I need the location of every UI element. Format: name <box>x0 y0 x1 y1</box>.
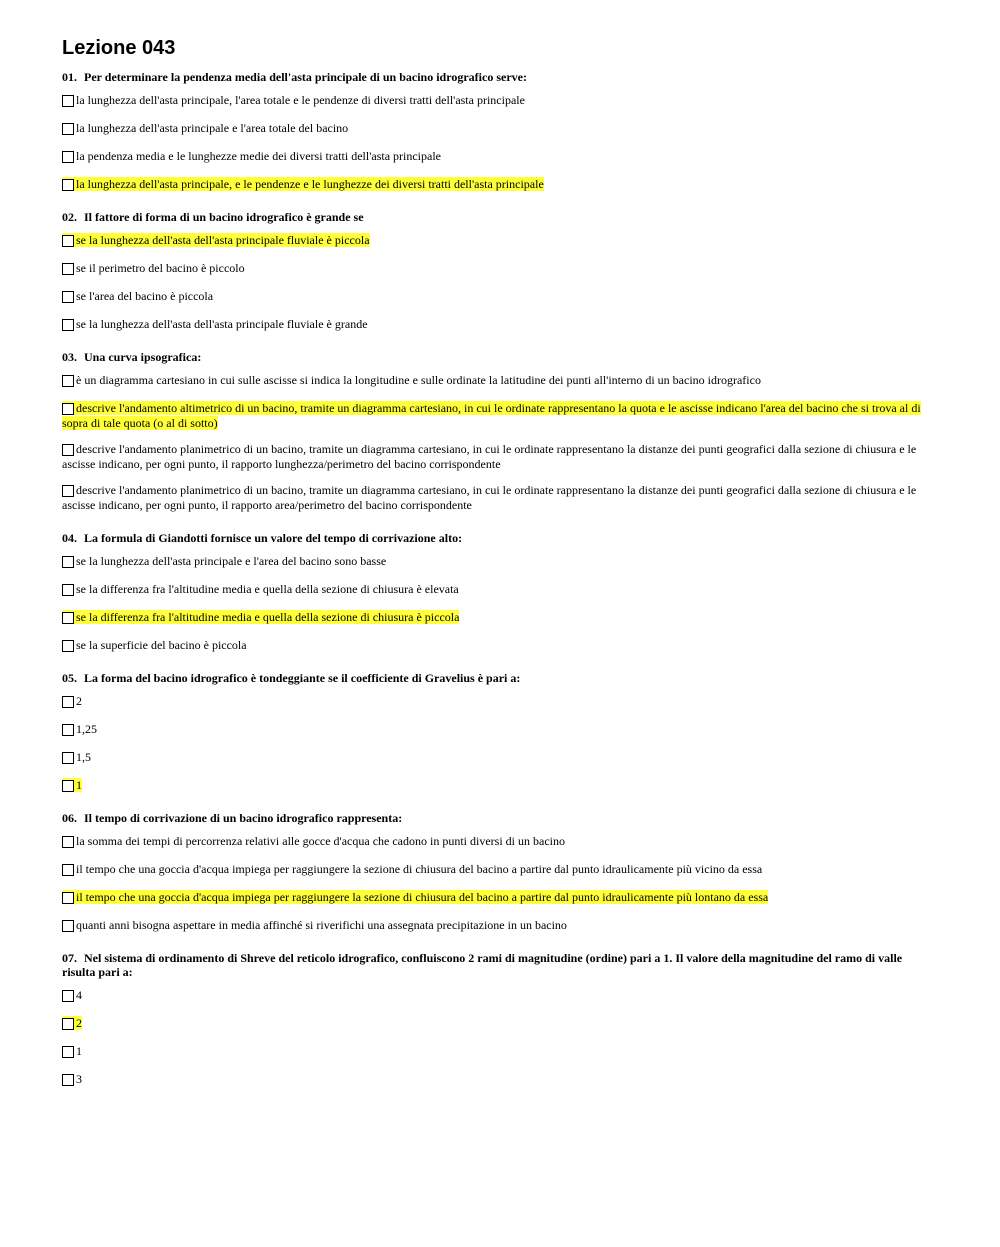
answer-option-content <box>62 750 91 764</box>
question-text <box>62 531 938 545</box>
answer-label: se la lunghezza dell'asta dell'asta principale fluviale è grande <box>76 317 368 331</box>
question-block <box>62 350 938 513</box>
answer-label: se l'area del bacino è piccola <box>76 289 214 303</box>
answer-checkbox[interactable] <box>62 403 74 415</box>
question-number: 03. <box>62 350 77 364</box>
answer-label: 1,5 <box>76 750 91 764</box>
answer-option <box>62 149 938 164</box>
question-label: Per determinare la pendenza media dell'asta principale di un bacino idrografico serve: <box>84 70 527 84</box>
question-block <box>62 811 938 933</box>
answer-option-content <box>62 93 525 107</box>
answer-label: la lunghezza dell'asta principale e l'area totale del bacino <box>76 121 349 135</box>
answer-checkbox[interactable] <box>62 892 74 904</box>
question-block <box>62 70 938 192</box>
answer-label: 1 <box>76 1044 82 1058</box>
question-text <box>62 811 938 825</box>
question-number: 04. <box>62 531 77 545</box>
answer-checkbox[interactable] <box>62 780 74 792</box>
answer-label: la lunghezza dell'asta principale, l'area totale e le pendenze di diversi tratti dell'asta principale <box>76 93 525 107</box>
answer-label: la pendenza media e le lunghezze medie dei diversi tratti dell'asta principale <box>76 149 441 163</box>
answer-option <box>62 1016 938 1031</box>
answer-label: 2 <box>76 694 82 708</box>
question-block <box>62 531 938 653</box>
answer-checkbox[interactable] <box>62 319 74 331</box>
answer-checkbox[interactable] <box>62 556 74 568</box>
question-text <box>62 350 938 364</box>
question-label: La formula di Giandotti fornisce un valore del tempo di corrivazione alto: <box>84 531 463 545</box>
answer-option <box>62 401 938 431</box>
question-number: 02. <box>62 210 77 224</box>
answer-option <box>62 373 938 388</box>
answer-label: se la differenza fra l'altitudine media e quella della sezione di chiusura è elevata <box>76 582 459 596</box>
answer-label: se la differenza fra l'altitudine media e quella della sezione di chiusura è piccola <box>76 610 460 624</box>
answer-checkbox[interactable] <box>62 696 74 708</box>
answer-option <box>62 918 938 933</box>
question-block <box>62 210 938 332</box>
answer-label: se la lunghezza dell'asta principale e l'area del bacino sono basse <box>76 554 387 568</box>
answer-option-highlighted <box>62 401 921 430</box>
answer-label: è un diagramma cartesiano in cui sulle ascisse si indica la longitudine e sulle ordinate la latitudine dei punti all'interno di un bacino idrografico <box>76 373 761 387</box>
answer-option <box>62 582 938 597</box>
answer-label: se il perimetro del bacino è piccolo <box>76 261 245 275</box>
answer-label: la lunghezza dell'asta principale, e le pendenze e le lunghezze dei diversi tratti dell'asta principale <box>76 177 544 191</box>
answer-option-content <box>62 261 245 275</box>
answer-option-content <box>62 1044 82 1058</box>
answer-checkbox[interactable] <box>62 584 74 596</box>
answer-option-highlighted <box>62 233 370 247</box>
answer-option <box>62 554 938 569</box>
answer-checkbox[interactable] <box>62 1018 74 1030</box>
answer-checkbox[interactable] <box>62 724 74 736</box>
answer-label: 1 <box>76 778 82 792</box>
answer-checkbox[interactable] <box>62 640 74 652</box>
answer-option <box>62 834 938 849</box>
question-label: Una curva ipsografica: <box>84 350 202 364</box>
answer-option <box>62 722 938 737</box>
answer-checkbox[interactable] <box>62 485 74 497</box>
question-label: Il tempo di corrivazione di un bacino idrografico rappresenta: <box>84 811 403 825</box>
answer-option <box>62 988 938 1003</box>
answer-option <box>62 1072 938 1087</box>
answer-option-content <box>62 722 97 736</box>
answer-checkbox[interactable] <box>62 375 74 387</box>
answer-checkbox[interactable] <box>62 291 74 303</box>
question-number: 01. <box>62 70 77 84</box>
answer-option-content <box>62 1072 82 1086</box>
answer-checkbox[interactable] <box>62 151 74 163</box>
answer-option <box>62 1044 938 1059</box>
answer-option-content <box>62 834 565 848</box>
answer-option-highlighted <box>62 1016 82 1030</box>
question-list <box>62 70 938 1087</box>
answer-option-content <box>62 694 82 708</box>
answer-option-highlighted <box>62 778 82 792</box>
answer-option-content <box>62 862 762 876</box>
answer-label: quanti anni bisogna aspettare in media affinché si riverifichi una assegnata precipitazione in un bacino <box>76 918 567 932</box>
answer-label: 3 <box>76 1072 82 1086</box>
answer-label: il tempo che una goccia d'acqua impiega per raggiungere la sezione di chiusura del bacino a partire dal punto idraulicamente più vicino da essa <box>76 862 763 876</box>
answer-option <box>62 862 938 877</box>
answer-option <box>62 750 938 765</box>
answer-option-content <box>62 554 386 568</box>
answer-option <box>62 638 938 653</box>
answer-option-content <box>62 317 368 331</box>
answer-option-content <box>62 442 916 471</box>
question-label: La forma del bacino idrografico è tondeggiante se il coefficiente di Gravelius è pari a: <box>84 671 521 685</box>
answer-checkbox[interactable] <box>62 920 74 932</box>
answer-checkbox[interactable] <box>62 864 74 876</box>
document-page <box>62 36 938 1105</box>
answer-checkbox[interactable] <box>62 263 74 275</box>
answer-label: 4 <box>76 988 82 1002</box>
answer-option <box>62 610 938 625</box>
answer-label: se la superficie del bacino è piccola <box>76 638 247 652</box>
answer-option-content <box>62 582 459 596</box>
question-number: 07. <box>62 951 77 965</box>
question-label: Il fattore di forma di un bacino idrografico è grande se <box>84 210 364 224</box>
question-number: 06. <box>62 811 77 825</box>
answer-option <box>62 177 938 192</box>
question-text <box>62 671 938 685</box>
answer-checkbox[interactable] <box>62 836 74 848</box>
answer-checkbox[interactable] <box>62 752 74 764</box>
answer-option <box>62 483 938 513</box>
answer-option <box>62 93 938 108</box>
answer-option <box>62 317 938 332</box>
answer-label: 1,25 <box>76 722 97 736</box>
answer-label: descrive l'andamento planimetrico di un bacino, tramite un diagramma cartesiano, in cui le ordinate rappresentano la distanze dei punti geografici dalla sezione di chiusura e le ascisse indicano, per ogni punto, il rapporto area/perimetro del bacino corrispondente <box>62 483 917 512</box>
answer-checkbox[interactable] <box>62 612 74 624</box>
answer-label: la somma dei tempi di percorrenza relativi alle gocce d'acqua che cadono in punti diversi di un bacino <box>76 834 565 848</box>
page-title: Lezione 043 <box>62 37 176 59</box>
answer-option-content <box>62 638 247 652</box>
question-block <box>62 951 938 1087</box>
answer-label: se la lunghezza dell'asta dell'asta principale fluviale è piccola <box>76 233 370 247</box>
answer-option <box>62 890 938 905</box>
answer-checkbox[interactable] <box>62 990 74 1002</box>
answer-checkbox[interactable] <box>62 1046 74 1058</box>
answer-label: descrive l'andamento altimetrico di un bacino, tramite un diagramma cartesiano, in cui le ordinate rappresentano la quota e le ascisse indicano l'area del bacino che si trova al di sopra di tale quota (o al di sotto) <box>62 401 921 430</box>
question-number: 05. <box>62 671 77 685</box>
answer-option-content <box>62 149 441 163</box>
answer-option <box>62 121 938 136</box>
question-block <box>62 671 938 793</box>
answer-option-content <box>62 121 348 135</box>
answer-option-content <box>62 918 567 932</box>
answer-label: 2 <box>76 1016 82 1030</box>
answer-option <box>62 778 938 793</box>
answer-option-highlighted <box>62 177 544 191</box>
question-label: Nel sistema di ordinamento di Shreve del reticolo idrografico, confluiscono 2 rami di magnitudine (ordine) pari a 1. Il valore della magnitudine del ramo di valle risulta pari a: <box>62 951 903 979</box>
answer-option <box>62 233 938 248</box>
answer-option-highlighted <box>62 890 768 904</box>
answer-option <box>62 442 938 472</box>
answer-checkbox[interactable] <box>62 123 74 135</box>
answer-option-content <box>62 988 82 1002</box>
answer-option-content <box>62 289 213 303</box>
answer-option-content <box>62 483 916 512</box>
answer-checkbox[interactable] <box>62 1074 74 1086</box>
answer-checkbox[interactable] <box>62 179 74 191</box>
answer-checkbox[interactable] <box>62 235 74 247</box>
answer-option-content <box>62 373 761 387</box>
answer-checkbox[interactable] <box>62 95 74 107</box>
question-text <box>62 210 938 224</box>
answer-option <box>62 694 938 709</box>
question-text <box>62 951 938 979</box>
answer-option <box>62 261 938 276</box>
answer-option-highlighted <box>62 610 459 624</box>
answer-checkbox[interactable] <box>62 444 74 456</box>
answer-option <box>62 289 938 304</box>
question-text <box>62 70 938 84</box>
answer-label: descrive l'andamento planimetrico di un bacino, tramite un diagramma cartesiano, in cui le ordinate rappresentano la distanze dei punti geografici dalla sezione di chiusura e le ascisse indicano, per ogni punto, il rapporto lunghezza/perimetro del bacino corrispondente <box>62 442 917 471</box>
answer-label: il tempo che una goccia d'acqua impiega per raggiungere la sezione di chiusura del bacino a partire dal punto idraulicamente più lontano da essa <box>76 890 769 904</box>
